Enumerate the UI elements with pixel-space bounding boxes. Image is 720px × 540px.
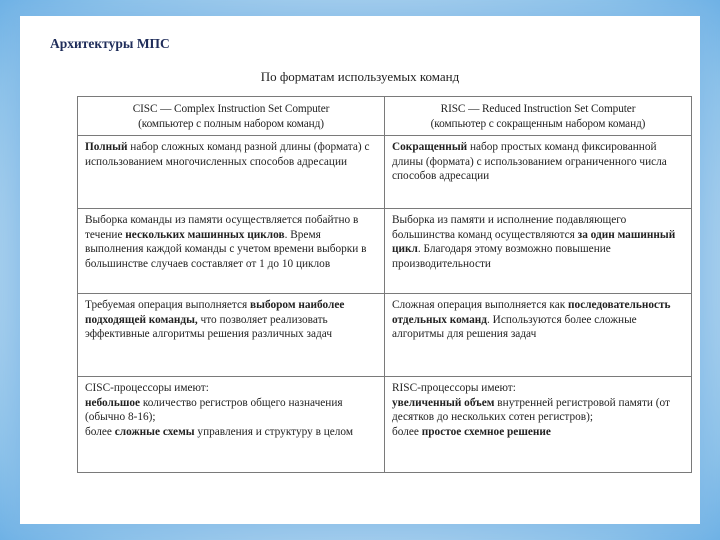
header-cisc-line2: (компьютер с полным набором команд)	[138, 117, 324, 130]
emphasis: сложные схемы	[114, 425, 195, 438]
cell-text: RISC-процессоры имеют:	[392, 382, 516, 395]
table-header-row	[78, 97, 692, 136]
cell-risc-fetch	[385, 209, 692, 294]
slide-title: Архитектуры МПС	[50, 36, 170, 51]
cell-text: управления и структуру в целом	[194, 425, 354, 438]
cell-text: . Время выполнения каждой команды с учетом времени выборки в большинстве случаев составляет от 1 до 10 циклов	[85, 228, 367, 270]
cell-text: Требуемая операция выполняется	[85, 299, 251, 312]
cell-risc-instruction-set	[385, 136, 692, 209]
cell-cisc-operation	[78, 294, 385, 377]
header-risc-line2: (компьютер с сокращенным набором команд)	[430, 117, 646, 130]
header-risc	[385, 97, 692, 136]
cell-text: Выборка из памяти и исполнение подавляющего большинства команд осуществляются	[392, 214, 627, 241]
cell-risc-registers	[385, 377, 692, 473]
cell-cisc-fetch	[78, 209, 385, 294]
emphasis: простое схемное решение	[421, 425, 551, 438]
emphasis: нескольких машинных циклов	[125, 228, 285, 241]
emphasis: за один машинный цикл	[392, 228, 676, 256]
cell-text: Выборка команды из памяти осуществляется побайтно в течение	[85, 214, 359, 241]
table-row	[78, 136, 692, 209]
cell-risc-operation	[385, 294, 692, 377]
cell-cisc-registers	[78, 377, 385, 473]
cell-text: набор сложных команд разной длины (формата) с использованием многочисленных способов адресации	[85, 141, 370, 168]
emphasis: выбором наиболее подходящей команды,	[85, 299, 345, 326]
cell-text: более	[392, 425, 422, 438]
emphasis: Полный	[85, 141, 128, 154]
header-cisc-line1: CISC — Complex Instruction Set Computer	[132, 103, 330, 115]
slide	[20, 16, 700, 524]
table-caption: По форматам используемых команд	[260, 69, 460, 84]
cell-text: что позволяет реализовать эффективные алгоритмы решения различных задач	[85, 313, 332, 341]
cell-text: . Используются более сложные алгоритмы для решения задач	[392, 313, 637, 341]
comparison-table	[77, 96, 692, 473]
cell-text: количество регистров общего назначения (обычно 8-16);	[85, 396, 343, 424]
table-row	[78, 294, 692, 377]
table-row	[78, 377, 692, 473]
cell-text: более	[85, 425, 115, 438]
header-risc-line1: RISC — Reduced Instruction Set Computer	[440, 103, 636, 115]
header-cisc	[78, 97, 385, 136]
emphasis: Сокращенный	[392, 141, 468, 154]
emphasis: увеличенный объем	[392, 396, 495, 409]
cell-cisc-instruction-set	[78, 136, 385, 209]
cell-text: Сложная операция выполняется как	[392, 299, 569, 312]
cell-text: внутренней регистровой памяти (от десятков до нескольких сотен регистров);	[392, 396, 670, 424]
cell-text: . Благодаря этому возможно повышение производительности	[392, 243, 611, 270]
table-row	[78, 209, 692, 294]
cell-text: набор простых команд фиксированной длины (формата) с использованием ограниченного числа способов адресации	[392, 141, 667, 183]
emphasis: последовательность отдельных команд	[392, 299, 671, 326]
cell-text: CISC-процессоры имеют:	[85, 382, 209, 395]
emphasis: небольшое	[85, 396, 141, 409]
